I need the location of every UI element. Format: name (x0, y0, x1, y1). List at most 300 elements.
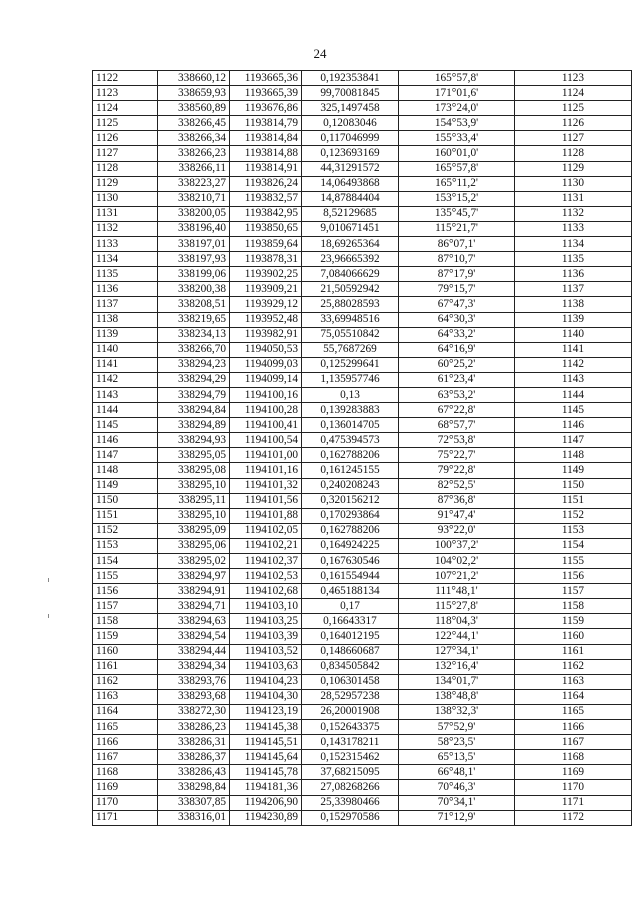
y-coordinate-cell: 1193909,21 (230, 282, 302, 297)
next-point-cell: 1162 (515, 659, 632, 674)
y-coordinate-cell: 1193842,95 (230, 206, 302, 221)
length-cell: 0,162788206 (302, 448, 399, 463)
next-point-cell: 1163 (515, 674, 632, 689)
x-coordinate-cell: 338266,23 (158, 146, 230, 161)
direction-angle-cell: 58°23,5' (399, 735, 515, 750)
point-number-cell: 1125 (93, 116, 158, 131)
table-row (93, 221, 632, 236)
length-cell: 0,192353841 (302, 71, 399, 86)
point-number-cell: 1141 (93, 357, 158, 372)
direction-angle-cell: 100°37,2' (399, 538, 515, 553)
direction-angle-cell: 155°33,4' (399, 131, 515, 146)
next-point-cell: 1169 (515, 765, 632, 780)
table-row (93, 448, 632, 463)
x-coordinate-cell: 338219,65 (158, 312, 230, 327)
next-point-cell: 1155 (515, 554, 632, 569)
table-row (93, 372, 632, 387)
point-number-cell: 1129 (93, 176, 158, 191)
page-number: 24 (313, 46, 327, 61)
x-coordinate-cell: 338200,05 (158, 206, 230, 221)
next-point-cell: 1151 (515, 493, 632, 508)
x-coordinate-cell: 338295,06 (158, 538, 230, 553)
direction-angle-cell: 87°36,8' (399, 493, 515, 508)
x-coordinate-cell: 338294,79 (158, 387, 230, 402)
point-number-cell: 1135 (93, 267, 158, 282)
length-cell: 8,52129685 (302, 206, 399, 221)
y-coordinate-cell: 1194230,89 (230, 810, 302, 825)
next-point-cell: 1171 (515, 795, 632, 810)
direction-angle-cell: 57°52,9' (399, 720, 515, 735)
x-coordinate-cell: 338293,68 (158, 689, 230, 704)
point-number-cell: 1166 (93, 735, 158, 750)
table-row (93, 387, 632, 402)
next-point-cell: 1165 (515, 704, 632, 719)
y-coordinate-cell: 1194102,68 (230, 584, 302, 599)
direction-angle-cell: 165°57,8' (399, 161, 515, 176)
point-number-cell: 1170 (93, 795, 158, 810)
length-cell: 33,69948516 (302, 312, 399, 327)
x-coordinate-cell: 338266,11 (158, 161, 230, 176)
table-row (93, 704, 632, 719)
table-row (93, 478, 632, 493)
table-row (93, 191, 632, 206)
length-cell: 0,167630546 (302, 554, 399, 569)
x-coordinate-cell: 338294,89 (158, 418, 230, 433)
length-cell: 9,010671451 (302, 221, 399, 236)
y-coordinate-cell: 1194100,28 (230, 403, 302, 418)
length-cell: 0,240208243 (302, 478, 399, 493)
length-cell: 7,084066629 (302, 267, 399, 282)
next-point-cell: 1141 (515, 342, 632, 357)
x-coordinate-cell: 338293,76 (158, 674, 230, 689)
length-cell: 0,164012195 (302, 629, 399, 644)
next-point-cell: 1140 (515, 327, 632, 342)
next-point-cell: 1167 (515, 735, 632, 750)
x-coordinate-cell: 338316,01 (158, 810, 230, 825)
next-point-cell: 1125 (515, 101, 632, 116)
point-number-cell: 1169 (93, 780, 158, 795)
point-number-cell: 1130 (93, 191, 158, 206)
length-cell: 0,161245155 (302, 463, 399, 478)
next-point-cell: 1131 (515, 191, 632, 206)
x-coordinate-cell: 338272,30 (158, 704, 230, 719)
x-coordinate-cell: 338266,45 (158, 116, 230, 131)
y-coordinate-cell: 1193814,84 (230, 131, 302, 146)
point-number-cell: 1171 (93, 810, 158, 825)
point-number-cell: 1138 (93, 312, 158, 327)
next-point-cell: 1128 (515, 146, 632, 161)
table-row (93, 674, 632, 689)
point-number-cell: 1153 (93, 538, 158, 553)
table-row (93, 71, 632, 86)
point-number-cell: 1156 (93, 584, 158, 599)
direction-angle-cell: 160°01,0' (399, 146, 515, 161)
direction-angle-cell: 87°17,9' (399, 267, 515, 282)
point-number-cell: 1139 (93, 327, 158, 342)
next-point-cell: 1166 (515, 720, 632, 735)
direction-angle-cell: 115°27,8' (399, 599, 515, 614)
direction-angle-cell: 153°15,2' (399, 191, 515, 206)
y-coordinate-cell: 1193814,91 (230, 161, 302, 176)
direction-angle-cell: 68°57,7' (399, 418, 515, 433)
x-coordinate-cell: 338266,34 (158, 131, 230, 146)
point-number-cell: 1127 (93, 146, 158, 161)
length-cell: 0,13 (302, 387, 399, 402)
length-cell: 21,50592942 (302, 282, 399, 297)
y-coordinate-cell: 1194145,51 (230, 735, 302, 750)
direction-angle-cell: 93°22,0' (399, 523, 515, 538)
direction-angle-cell: 165°57,8' (399, 71, 515, 86)
table-row (93, 689, 632, 704)
y-coordinate-cell: 1193902,25 (230, 267, 302, 282)
direction-angle-cell: 127°34,1' (399, 644, 515, 659)
table-row (93, 267, 632, 282)
y-coordinate-cell: 1194103,63 (230, 659, 302, 674)
y-coordinate-cell: 1194099,14 (230, 372, 302, 387)
length-cell: 0,16643317 (302, 614, 399, 629)
length-cell: 0,148660687 (302, 644, 399, 659)
y-coordinate-cell: 1194103,52 (230, 644, 302, 659)
x-coordinate-cell: 338295,11 (158, 493, 230, 508)
y-coordinate-cell: 1194104,30 (230, 689, 302, 704)
y-coordinate-cell: 1194101,88 (230, 508, 302, 523)
direction-angle-cell: 135°45,7' (399, 206, 515, 221)
y-coordinate-cell: 1194145,38 (230, 720, 302, 735)
next-point-cell: 1148 (515, 448, 632, 463)
next-point-cell: 1157 (515, 584, 632, 599)
point-number-cell: 1163 (93, 689, 158, 704)
table-row (93, 584, 632, 599)
length-cell: 0,834505842 (302, 659, 399, 674)
x-coordinate-cell: 338286,23 (158, 720, 230, 735)
x-coordinate-cell: 338234,13 (158, 327, 230, 342)
point-number-cell: 1158 (93, 614, 158, 629)
table-row (93, 418, 632, 433)
next-point-cell: 1123 (515, 71, 632, 86)
table-row (93, 206, 632, 221)
y-coordinate-cell: 1193982,91 (230, 327, 302, 342)
direction-angle-cell: 64°16,9' (399, 342, 515, 357)
length-cell: 27,08268266 (302, 780, 399, 795)
length-cell: 0,106301458 (302, 674, 399, 689)
x-coordinate-cell: 338196,40 (158, 221, 230, 236)
direction-angle-cell: 64°33,2' (399, 327, 515, 342)
length-cell: 0,152315462 (302, 750, 399, 765)
y-coordinate-cell: 1194100,41 (230, 418, 302, 433)
table-row (93, 493, 632, 508)
point-number-cell: 1123 (93, 86, 158, 101)
length-cell: 75,05510842 (302, 327, 399, 342)
x-coordinate-cell: 338295,05 (158, 448, 230, 463)
direction-angle-cell: 165°11,2' (399, 176, 515, 191)
table-row (93, 342, 632, 357)
table-row (93, 433, 632, 448)
direction-angle-cell: 115°21,7' (399, 221, 515, 236)
table-row (93, 101, 632, 116)
length-cell: 0,136014705 (302, 418, 399, 433)
x-coordinate-cell: 338295,02 (158, 554, 230, 569)
table-row (93, 523, 632, 538)
table-row (93, 357, 632, 372)
length-cell: 0,152643375 (302, 720, 399, 735)
y-coordinate-cell: 1193878,31 (230, 252, 302, 267)
x-coordinate-cell: 338307,85 (158, 795, 230, 810)
length-cell: 0,170293864 (302, 508, 399, 523)
y-coordinate-cell: 1193826,24 (230, 176, 302, 191)
y-coordinate-cell: 1193850,65 (230, 221, 302, 236)
y-coordinate-cell: 1194101,32 (230, 478, 302, 493)
point-number-cell: 1144 (93, 403, 158, 418)
x-coordinate-cell: 338210,71 (158, 191, 230, 206)
direction-angle-cell: 138°48,8' (399, 689, 515, 704)
x-coordinate-cell: 338294,54 (158, 629, 230, 644)
point-number-cell: 1142 (93, 372, 158, 387)
next-point-cell: 1161 (515, 644, 632, 659)
length-cell: 55,7687269 (302, 342, 399, 357)
x-coordinate-cell: 338197,93 (158, 252, 230, 267)
next-point-cell: 1160 (515, 629, 632, 644)
point-number-cell: 1161 (93, 659, 158, 674)
direction-angle-cell: 122°44,1' (399, 629, 515, 644)
point-number-cell: 1133 (93, 237, 158, 252)
next-point-cell: 1139 (515, 312, 632, 327)
length-cell: 44,31291572 (302, 161, 399, 176)
next-point-cell: 1158 (515, 599, 632, 614)
next-point-cell: 1126 (515, 116, 632, 131)
y-coordinate-cell: 1194103,25 (230, 614, 302, 629)
y-coordinate-cell: 1193814,88 (230, 146, 302, 161)
table-row (93, 659, 632, 674)
point-number-cell: 1159 (93, 629, 158, 644)
length-cell: 0,152970586 (302, 810, 399, 825)
point-number-cell: 1160 (93, 644, 158, 659)
y-coordinate-cell: 1194102,37 (230, 554, 302, 569)
next-point-cell: 1129 (515, 161, 632, 176)
table-row (93, 146, 632, 161)
y-coordinate-cell: 1193952,48 (230, 312, 302, 327)
table-row (93, 237, 632, 252)
point-number-cell: 1147 (93, 448, 158, 463)
table-row (93, 86, 632, 101)
x-coordinate-cell: 338294,97 (158, 569, 230, 584)
length-cell: 25,88028593 (302, 297, 399, 312)
next-point-cell: 1156 (515, 569, 632, 584)
next-point-cell: 1170 (515, 780, 632, 795)
length-cell: 0,125299641 (302, 357, 399, 372)
x-coordinate-cell: 338659,93 (158, 86, 230, 101)
point-number-cell: 1136 (93, 282, 158, 297)
length-cell: 0,475394573 (302, 433, 399, 448)
next-point-cell: 1145 (515, 403, 632, 418)
length-cell: 25,33980466 (302, 795, 399, 810)
direction-angle-cell: 104°02,2' (399, 554, 515, 569)
direction-angle-cell: 79°22,8' (399, 463, 515, 478)
direction-angle-cell: 75°22,7' (399, 448, 515, 463)
x-coordinate-cell: 338294,29 (158, 372, 230, 387)
x-coordinate-cell: 338660,12 (158, 71, 230, 86)
next-point-cell: 1133 (515, 221, 632, 236)
y-coordinate-cell: 1193814,79 (230, 116, 302, 131)
table-row (93, 735, 632, 750)
direction-angle-cell: 82°52,5' (399, 478, 515, 493)
next-point-cell: 1132 (515, 206, 632, 221)
table-row (93, 554, 632, 569)
y-coordinate-cell: 1193929,12 (230, 297, 302, 312)
next-point-cell: 1159 (515, 614, 632, 629)
direction-angle-cell: 64°30,3' (399, 312, 515, 327)
point-number-cell: 1131 (93, 206, 158, 221)
x-coordinate-cell: 338294,91 (158, 584, 230, 599)
y-coordinate-cell: 1193665,36 (230, 71, 302, 86)
direction-angle-cell: 154°53,9' (399, 116, 515, 131)
x-coordinate-cell: 338199,06 (158, 267, 230, 282)
y-coordinate-cell: 1193676,86 (230, 101, 302, 116)
next-point-cell: 1130 (515, 176, 632, 191)
next-point-cell: 1168 (515, 750, 632, 765)
x-coordinate-cell: 338223,27 (158, 176, 230, 191)
point-number-cell: 1157 (93, 599, 158, 614)
table-row (93, 116, 632, 131)
y-coordinate-cell: 1194101,16 (230, 463, 302, 478)
table-row (93, 403, 632, 418)
point-number-cell: 1155 (93, 569, 158, 584)
y-coordinate-cell: 1194181,36 (230, 780, 302, 795)
x-coordinate-cell: 338286,31 (158, 735, 230, 750)
y-coordinate-cell: 1194102,21 (230, 538, 302, 553)
x-coordinate-cell: 338295,08 (158, 463, 230, 478)
table-row (93, 538, 632, 553)
x-coordinate-cell: 338294,23 (158, 357, 230, 372)
next-point-cell: 1152 (515, 508, 632, 523)
direction-angle-cell: 87°10,7' (399, 252, 515, 267)
next-point-cell: 1172 (515, 810, 632, 825)
direction-angle-cell: 70°46,3' (399, 780, 515, 795)
point-number-cell: 1162 (93, 674, 158, 689)
length-cell: 0,164924225 (302, 538, 399, 553)
table-row (93, 176, 632, 191)
direction-angle-cell: 79°15,7' (399, 282, 515, 297)
x-coordinate-cell: 338294,84 (158, 403, 230, 418)
next-point-cell: 1135 (515, 252, 632, 267)
next-point-cell: 1137 (515, 282, 632, 297)
point-number-cell: 1140 (93, 342, 158, 357)
y-coordinate-cell: 1194100,54 (230, 433, 302, 448)
next-point-cell: 1164 (515, 689, 632, 704)
point-number-cell: 1132 (93, 221, 158, 236)
direction-angle-cell: 65°13,5' (399, 750, 515, 765)
next-point-cell: 1154 (515, 538, 632, 553)
direction-angle-cell: 70°34,1' (399, 795, 515, 810)
table-row (93, 252, 632, 267)
next-point-cell: 1127 (515, 131, 632, 146)
table-row (93, 297, 632, 312)
point-number-cell: 1146 (93, 433, 158, 448)
x-coordinate-cell: 338208,51 (158, 297, 230, 312)
direction-angle-cell: 66°48,1' (399, 765, 515, 780)
next-point-cell: 1136 (515, 267, 632, 282)
x-coordinate-cell: 338294,71 (158, 599, 230, 614)
margin-mark (48, 578, 49, 582)
y-coordinate-cell: 1194102,05 (230, 523, 302, 538)
x-coordinate-cell: 338295,10 (158, 478, 230, 493)
length-cell: 0,162788206 (302, 523, 399, 538)
length-cell: 325,1497458 (302, 101, 399, 116)
x-coordinate-cell: 338298,84 (158, 780, 230, 795)
length-cell: 0,139283883 (302, 403, 399, 418)
y-coordinate-cell: 1193832,57 (230, 191, 302, 206)
direction-angle-cell: 107°21,2' (399, 569, 515, 584)
y-coordinate-cell: 1194102,53 (230, 569, 302, 584)
table-row (93, 463, 632, 478)
next-point-cell: 1153 (515, 523, 632, 538)
length-cell: 26,20001908 (302, 704, 399, 719)
direction-angle-cell: 67°47,3' (399, 297, 515, 312)
x-coordinate-cell: 338294,34 (158, 659, 230, 674)
next-point-cell: 1146 (515, 418, 632, 433)
direction-angle-cell: 134°01,7' (399, 674, 515, 689)
direction-angle-cell: 171°01,6' (399, 86, 515, 101)
point-number-cell: 1126 (93, 131, 158, 146)
y-coordinate-cell: 1194099,03 (230, 357, 302, 372)
y-coordinate-cell: 1194104,23 (230, 674, 302, 689)
x-coordinate-cell: 338197,01 (158, 237, 230, 252)
table-row (93, 614, 632, 629)
length-cell: 1,135957746 (302, 372, 399, 387)
x-coordinate-cell: 338266,70 (158, 342, 230, 357)
table-row (93, 599, 632, 614)
length-cell: 23,96665392 (302, 252, 399, 267)
direction-angle-cell: 67°22,8' (399, 403, 515, 418)
point-number-cell: 1148 (93, 463, 158, 478)
y-coordinate-cell: 1194206,90 (230, 795, 302, 810)
table-row (93, 569, 632, 584)
direction-angle-cell: 91°47,4' (399, 508, 515, 523)
next-point-cell: 1142 (515, 357, 632, 372)
length-cell: 0,123693169 (302, 146, 399, 161)
table-row (93, 780, 632, 795)
next-point-cell: 1143 (515, 372, 632, 387)
point-number-cell: 1150 (93, 493, 158, 508)
next-point-cell: 1138 (515, 297, 632, 312)
table-row (93, 629, 632, 644)
table-row (93, 508, 632, 523)
table-row (93, 795, 632, 810)
direction-angle-cell: 60°25,2' (399, 357, 515, 372)
next-point-cell: 1150 (515, 478, 632, 493)
direction-angle-cell: 132°16,4' (399, 659, 515, 674)
point-number-cell: 1124 (93, 101, 158, 116)
point-number-cell: 1137 (93, 297, 158, 312)
length-cell: 0,117046999 (302, 131, 399, 146)
length-cell: 37,68215095 (302, 765, 399, 780)
length-cell: 28,52957238 (302, 689, 399, 704)
y-coordinate-cell: 1194103,39 (230, 629, 302, 644)
x-coordinate-cell: 338295,09 (158, 523, 230, 538)
coordinates-table (92, 70, 632, 826)
point-number-cell: 1154 (93, 554, 158, 569)
length-cell: 0,17 (302, 599, 399, 614)
direction-angle-cell: 72°53,8' (399, 433, 515, 448)
table-row (93, 765, 632, 780)
margin-mark (48, 614, 49, 618)
direction-angle-cell: 173°24,0' (399, 101, 515, 116)
table-row (93, 131, 632, 146)
y-coordinate-cell: 1194100,16 (230, 387, 302, 402)
x-coordinate-cell: 338295,10 (158, 508, 230, 523)
length-cell: 99,70081845 (302, 86, 399, 101)
y-coordinate-cell: 1194123,19 (230, 704, 302, 719)
x-coordinate-cell: 338286,43 (158, 765, 230, 780)
